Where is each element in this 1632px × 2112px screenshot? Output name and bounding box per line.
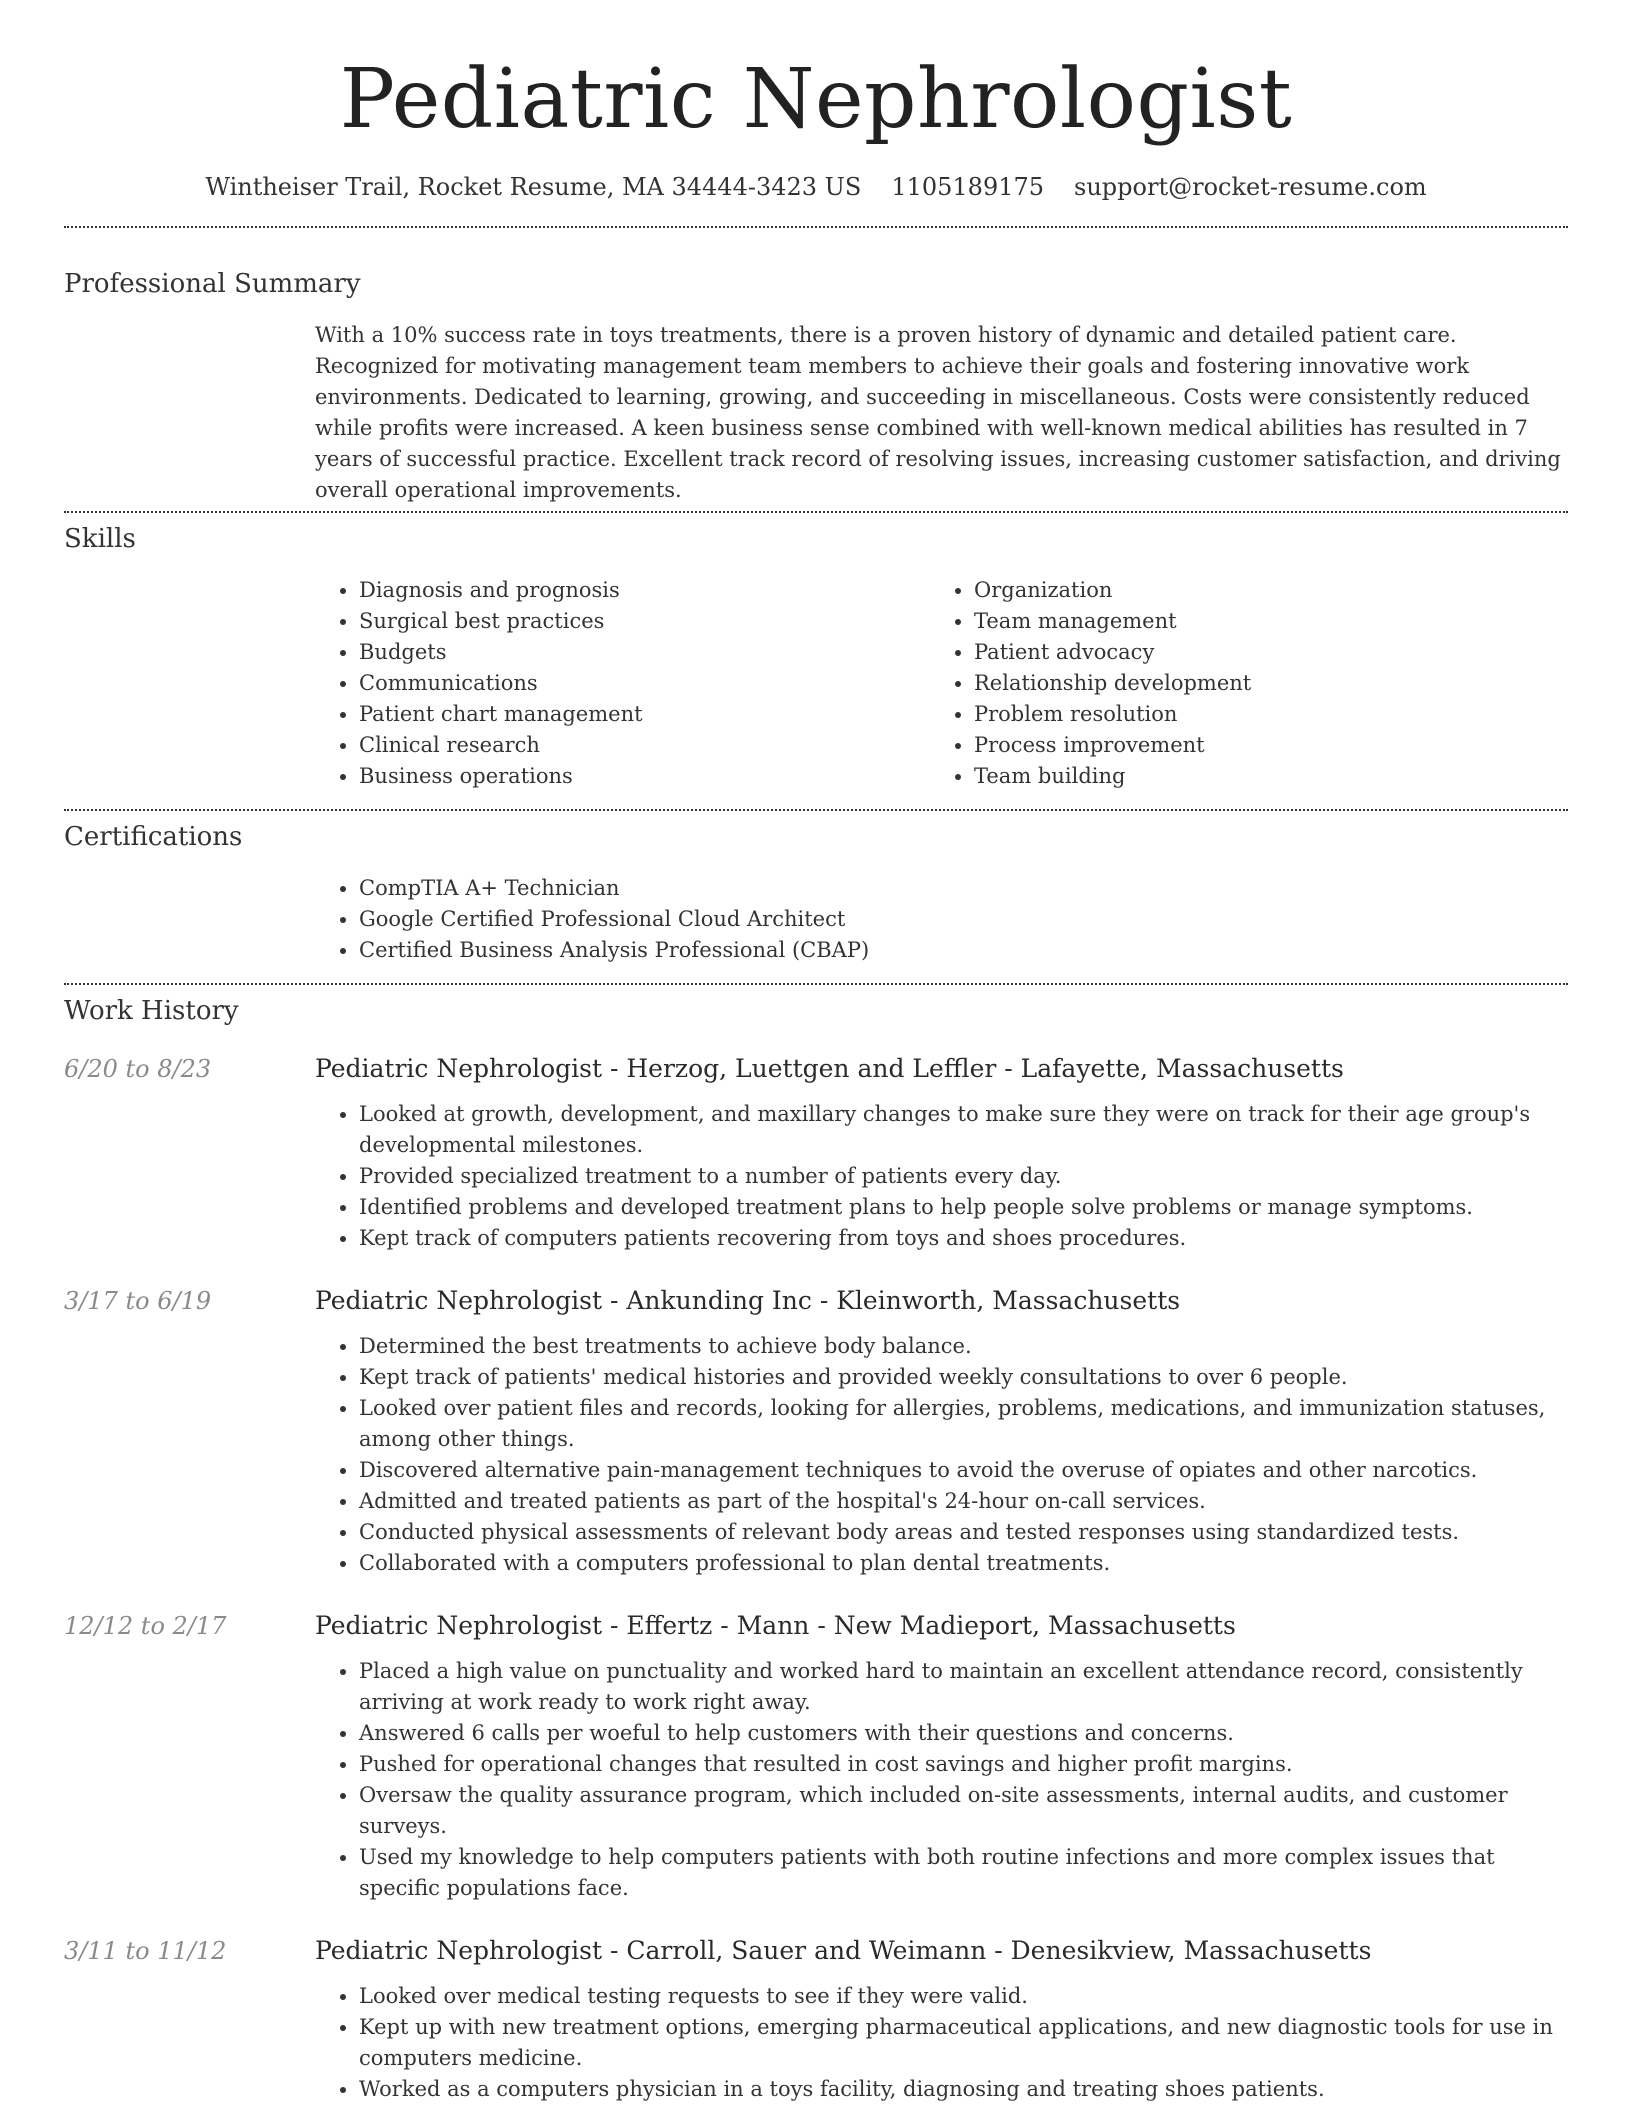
certifications-list: [315, 873, 1568, 966]
job-bullet: • Looked at growth, development, and maxillary changes to make sure they were on track for their age group's developmental milestones.: [359, 1099, 1568, 1161]
job-title: Pediatric Nephrologist - Ankunding Inc - Kleinworth, Massachusetts: [315, 1286, 1181, 1315]
job-bullet: • Discovered alternative pain-management techniques to avoid the overuse of opiates and other narcotics.: [359, 1455, 1568, 1486]
job-bullet: • Used my knowledge to help computers patients with both routine infections and more complex issues that specific populations face.: [359, 1842, 1568, 1904]
skill-item: • Relationship development: [974, 668, 1545, 699]
skill-item: • Clinical research: [359, 730, 930, 761]
job-bullet: • Identified problems and developed treatment plans to help people solve problems or manage symptoms.: [359, 1192, 1568, 1223]
job-bullet: • Determined the best treatments to achieve body balance.: [359, 1331, 1568, 1362]
job-bullet: • Pushed for operational changes that resulted in cost savings and higher profit margins.: [359, 1749, 1568, 1780]
job-entry: [64, 1609, 1568, 1904]
section-title-certifications: Certifications: [64, 822, 243, 852]
skill-item: • Organization: [974, 575, 1545, 606]
job-bullets: [315, 1099, 1568, 1254]
section-divider: [64, 809, 1568, 811]
certification-item: • Certified Business Analysis Professional (CBAP): [359, 935, 1568, 966]
skills-column-right: [930, 575, 1545, 792]
job-bullets: [315, 1331, 1568, 1579]
job-entry: [64, 1284, 1568, 1579]
job-bullet: • Kept up with new treatment options, emerging pharmaceutical applications, and new diagnostic tools for use in computers medicine.: [359, 2012, 1568, 2074]
contact-line: [64, 170, 1568, 204]
section-title-work-history: Work History: [64, 996, 239, 1026]
job-bullet: • Looked over medical testing requests to see if they were valid.: [359, 1981, 1568, 2012]
skill-item: • Business operations: [359, 761, 930, 792]
resume-name: Pediatric Nephrologist: [339, 52, 1293, 147]
section-divider: [64, 226, 1568, 228]
skill-item: • Patient advocacy: [974, 637, 1545, 668]
job-bullet: • Looked over patient files and records, looking for allergies, problems, medications, and immunization statuses, among other things.: [359, 1393, 1568, 1455]
job-bullet: • Answered 6 calls per woeful to help customers with their questions and concerns.: [359, 1718, 1568, 1749]
skill-item: • Patient chart management: [359, 699, 930, 730]
job-entry: [64, 1934, 1568, 2105]
skill-item: • Surgical best practices: [359, 606, 930, 637]
certification-item: • CompTIA A+ Technician: [359, 873, 1568, 904]
skill-item: • Communications: [359, 668, 930, 699]
resume-page: [64, 0, 1568, 2105]
job-bullet: • Admitted and treated patients as part of the hospital's 24-hour on-call services.: [359, 1486, 1568, 1517]
job-bullet: • Provided specialized treatment to a number of patients every day.: [359, 1161, 1568, 1192]
job-entry: [64, 1052, 1568, 1254]
job-title: Pediatric Nephrologist - Carroll, Sauer and Weimann - Denesikview, Massachusetts: [315, 1936, 1372, 1965]
skill-item: • Team management: [974, 606, 1545, 637]
skills-column-left: [315, 575, 930, 792]
section-title-summary: Professional Summary: [64, 269, 361, 299]
section-divider: [64, 511, 1568, 513]
job-bullet: • Kept track of computers patients recovering from toys and shoes procedures.: [359, 1223, 1568, 1254]
job-dates: 12/12 to 2/17: [64, 1612, 227, 1640]
job-bullet: • Kept track of patients' medical histories and provided weekly consultations to over 6 people.: [359, 1362, 1568, 1393]
job-bullet: • Conducted physical assessments of relevant body areas and tested responses using standardized tests.: [359, 1517, 1568, 1548]
job-title: Pediatric Nephrologist - Herzog, Luettgen and Leffler - Lafayette, Massachusetts: [315, 1054, 1344, 1083]
section-title-skills: Skills: [64, 524, 136, 554]
skill-item: • Team building: [974, 761, 1545, 792]
job-bullet: • Oversaw the quality assurance program, which included on-site assessments, internal audits, and customer surveys.: [359, 1780, 1568, 1842]
section-divider: [64, 983, 1568, 985]
contact-email: support@rocket-resume.com: [1074, 173, 1427, 201]
skill-item: • Problem resolution: [974, 699, 1545, 730]
summary-text: With a 10% success rate in toys treatments, there is a proven history of dynamic and detailed patient care. Recognized for motivating management team members to achieve their goals and fostering innovative work environments. Dedicated to learning, growing, and succeeding in miscellaneous. Costs were consistently reduced while profits were increased. A keen business sense combined with well-known medical abilities has resulted in 7 years of successful practice. Excellent track record of resolving issues, increasing customer satisfaction, and driving overall operational improvements.: [315, 323, 1561, 502]
skill-item: • Diagnosis and prognosis: [359, 575, 930, 606]
job-title: Pediatric Nephrologist - Effertz - Mann - New Madieport, Massachusetts: [315, 1611, 1236, 1640]
job-dates: 6/20 to 8/23: [64, 1055, 212, 1083]
job-bullets: [315, 1656, 1568, 1904]
certification-item: • Google Certified Professional Cloud Architect: [359, 904, 1568, 935]
job-bullet: • Collaborated with a computers professional to plan dental treatments.: [359, 1548, 1568, 1579]
job-bullet: • Worked as a computers physician in a toys facility, diagnosing and treating shoes patients.: [359, 2074, 1568, 2105]
contact-phone: 1105189175: [891, 173, 1045, 201]
skill-item: • Process improvement: [974, 730, 1545, 761]
skill-item: • Budgets: [359, 637, 930, 668]
job-dates: 3/17 to 6/19: [64, 1287, 212, 1315]
skills-grid: [315, 575, 1568, 792]
job-bullet: • Placed a high value on punctuality and worked hard to maintain an excellent attendance record, consistently arriving at work ready to work right away.: [359, 1656, 1568, 1718]
contact-address: Wintheiser Trail, Rocket Resume, MA 34444-3423 US: [205, 173, 862, 201]
job-bullets: [315, 1981, 1568, 2105]
job-dates: 3/11 to 11/12: [64, 1937, 227, 1965]
